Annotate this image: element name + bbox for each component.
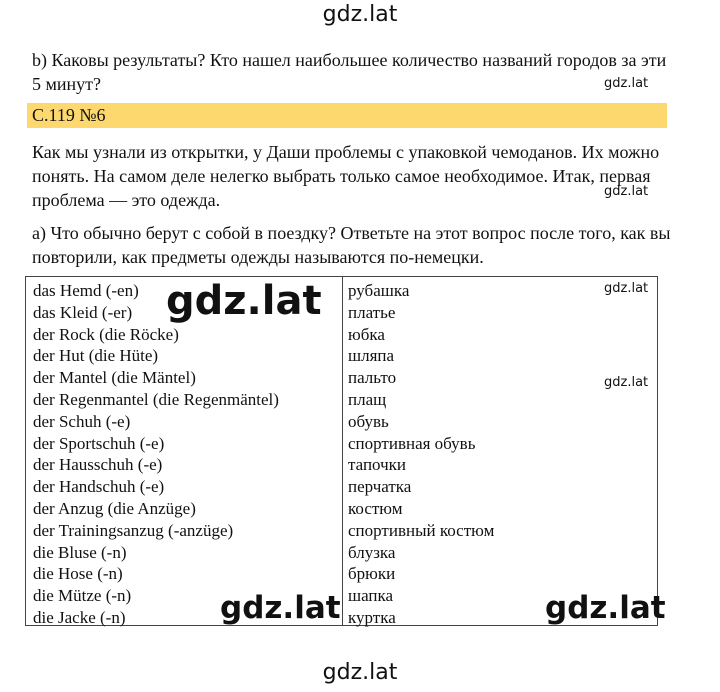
vocab-item: плащ xyxy=(348,389,387,409)
vocab-item: платье xyxy=(348,302,396,322)
vocab-item: die Jacke (-n) xyxy=(33,607,126,627)
watermark-table-bottom-right: gdz.lat xyxy=(545,590,666,626)
watermark-right-1: gdz.lat xyxy=(604,76,649,91)
vocab-item: der Mantel (die Mäntel) xyxy=(33,368,196,388)
vocab-item: шапка xyxy=(348,586,394,606)
vocab-item: der Schuh (-e) xyxy=(33,411,131,431)
vocabulary-table xyxy=(25,276,658,626)
vocab-item: das Kleid (-er) xyxy=(33,302,133,322)
vocab-item: перчатка xyxy=(348,477,412,497)
vocab-item: die Mütze (-n) xyxy=(33,586,132,606)
vocab-item: блузка xyxy=(348,542,396,562)
vocab-item: спортивный костюм xyxy=(348,520,495,540)
vocab-item: die Bluse (-n) xyxy=(33,542,127,562)
watermark-bottom: gdz.lat xyxy=(322,660,398,685)
vocab-item: юбка xyxy=(348,324,385,344)
vocab-item: шляпа xyxy=(348,346,395,366)
vocab-item: рубашка xyxy=(348,281,410,300)
vocab-item: брюки xyxy=(348,564,396,584)
vocab-item: пальто xyxy=(348,368,397,388)
vocab-item: das Hemd (-en) xyxy=(33,281,139,300)
watermark-top: gdz.lat xyxy=(322,2,398,27)
watermark-table-bottom-left: gdz.lat xyxy=(220,590,341,626)
watermark-right-2: gdz.lat xyxy=(604,184,649,199)
vocab-item: спортивная обувь xyxy=(348,433,476,453)
vocab-item: der Handschuh (-e) xyxy=(33,477,165,497)
vocab-item: обувь xyxy=(348,411,389,431)
watermark-table-big: gdz.lat xyxy=(166,278,322,324)
vocab-item: der Regenmantel (die Regenmäntel) xyxy=(33,389,279,409)
german-column xyxy=(33,280,279,629)
vocab-item: тапочки xyxy=(348,455,407,475)
watermark-right-4: gdz.lat xyxy=(604,375,649,390)
vocab-item: der Hut (die Hüte) xyxy=(33,346,159,366)
vocab-item: die Hose (-n) xyxy=(33,564,123,584)
russian-column xyxy=(348,280,494,629)
intro-paragraph: Как мы узнали из открытки, у Даши проблемы с упаковкой чемоданов. Их можно понять. На самом деле нелегко выбрать только самое необходимое. Итак, первая проблема — это одежда. xyxy=(32,142,660,210)
vocab-item: куртка xyxy=(348,607,396,627)
vocab-item: der Anzug (die Anzüge) xyxy=(33,498,196,518)
vocab-item: der Hausschuh (-e) xyxy=(33,455,163,475)
table-divider xyxy=(342,277,343,625)
vocab-item: der Trainingsanzug (-anzüge) xyxy=(33,520,234,540)
vocab-item: der Sportschuh (-e) xyxy=(33,433,165,453)
question-a: а) Что обычно берут с собой в поездку? Ответьте на этот вопрос после того, как вы повторили, как предметы одежды называются по-немецки. xyxy=(32,223,671,267)
question-b: b) Каковы результаты? Кто нашел наибольшее количество названий городов за эти 5 минут? xyxy=(32,50,667,94)
section-heading: С.119 №6 xyxy=(27,103,667,128)
vocab-item: костюм xyxy=(348,498,403,518)
watermark-right-3: gdz.lat xyxy=(604,281,649,296)
vocab-item: der Rock (die Röcke) xyxy=(33,324,179,344)
